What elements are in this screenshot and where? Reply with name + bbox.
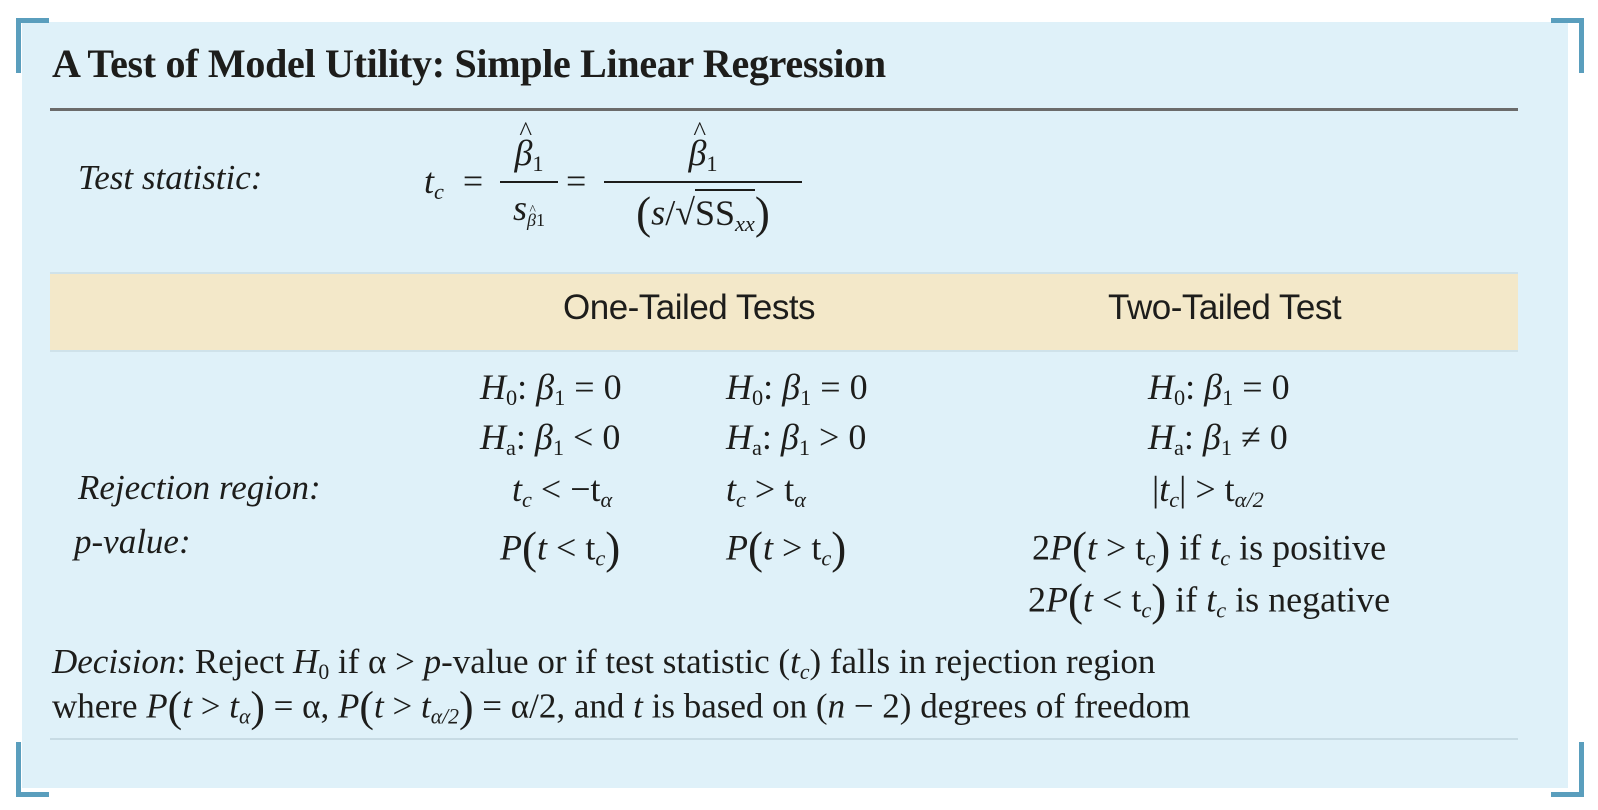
corner-bracket-top-left (16, 18, 49, 73)
bottom-divider (50, 738, 1518, 740)
two-pvalue-negative: $2P(t < t_c)$ if $t_c$ is negative (1028, 575, 1391, 625)
header-two-tailed: Two-Tailed Test (1108, 288, 1342, 327)
corner-bracket-bottom-left (16, 742, 49, 797)
lower-rejection: $t_c < -t_\alpha$ (512, 469, 613, 513)
tc-symbol: $t_c$ = (424, 161, 484, 205)
fraction-beta-over-s: ^ $\beta_1$ s^ β1 (500, 132, 558, 231)
p-value-label: p-value: (74, 522, 191, 561)
two-h0: $H_0$: $\beta_1 = 0$ (1148, 367, 1290, 411)
upper-h0: $H_0$: $\beta_1 = 0$ (726, 367, 868, 411)
two-rejection: $|t_c| > t_{\alpha/2}$ (1152, 469, 1264, 513)
test-statistic-label: Test statistic: (78, 158, 263, 197)
upper-pvalue: $P(t > t_c)$ (726, 523, 847, 573)
lower-ha: $H_a$: $\beta_1 < 0$ (480, 417, 621, 461)
lower-pvalue: $P(t < t_c)$ (500, 523, 621, 573)
corner-bracket-bottom-right (1551, 742, 1584, 797)
lower-h0: $H_0$: $\beta_1 = 0$ (480, 367, 622, 411)
equals-sign: = (566, 161, 587, 201)
box-title: A Test of Model Utility: Simple Linear Regression (52, 41, 886, 86)
decision-line-2: where $P(t > t_\alpha) = \alpha$, $P(t > t_{\alpha/2}) = \alpha/2$, and t is based on (n − 2) degrees of freedom (52, 683, 1191, 731)
decision-line-1: Decision: Reject $H_0$ if α > p-value or if test statistic $(t_c)$ falls in rejection region (52, 642, 1156, 685)
upper-rejection: $t_c > t_\alpha$ (726, 469, 806, 513)
rejection-region-label: Rejection region: (78, 468, 321, 507)
two-ha: $H_a$: $\beta_1 \ne 0$ (1148, 417, 1288, 461)
corner-bracket-top-right (1551, 18, 1584, 73)
upper-ha: $H_a$: $\beta_1 > 0$ (726, 417, 867, 461)
title-divider (50, 108, 1518, 111)
two-pvalue-positive: $2P(t > t_c)$ if $t_c$ is positive (1032, 523, 1387, 573)
fraction-beta-over-sqrt: ^ $\beta_1$ $(s/√SS_{xx})$ (604, 132, 802, 239)
header-one-tailed: One-Tailed Tests (563, 288, 816, 327)
